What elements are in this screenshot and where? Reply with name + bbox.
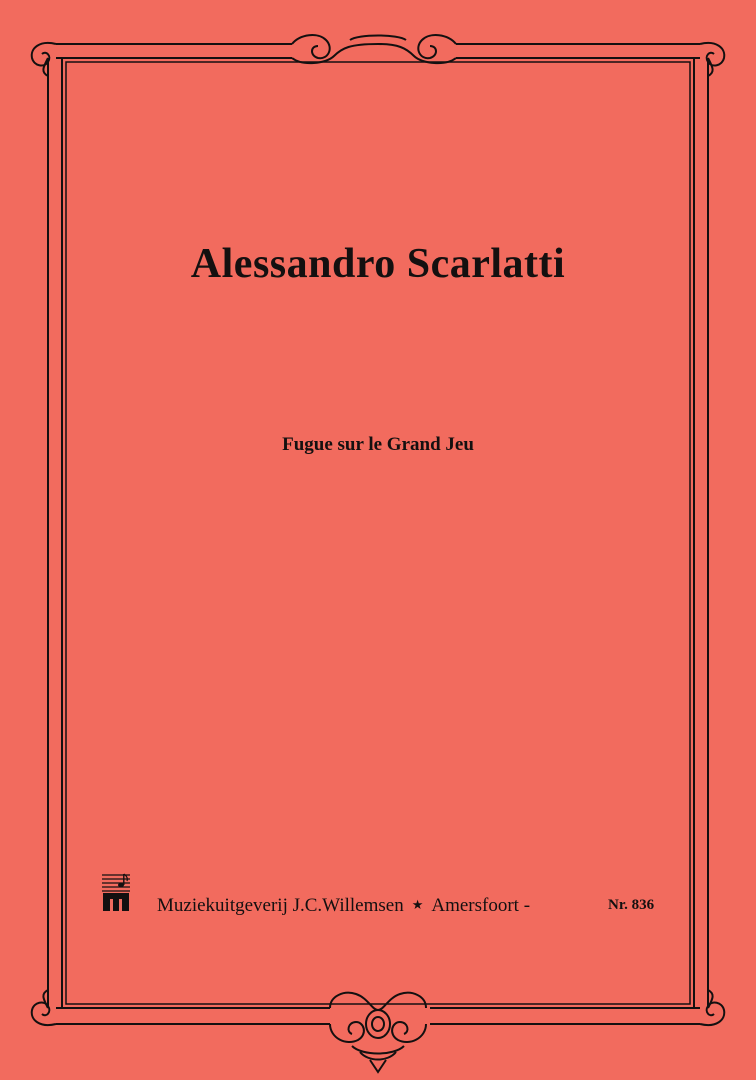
publisher-imprint: [157, 892, 530, 919]
willemsen-w-music-logo-icon: [101, 871, 131, 913]
inner-frame: [66, 62, 690, 1004]
star-separator-icon: ★: [411, 897, 424, 912]
publisher-city: Amersfoort -: [431, 895, 531, 916]
composer-name: Alessandro Scarlatti: [190, 241, 566, 287]
top-cartouche-ornament: [292, 35, 456, 63]
work-title: Fugue sur le Grand Jeu: [282, 434, 474, 455]
corner-scroll-ornaments: [32, 43, 725, 1025]
catalog-number: Nr. 836: [608, 897, 655, 913]
publisher-name: Muziekuitgeverij J.C.Willemsen: [157, 895, 404, 916]
